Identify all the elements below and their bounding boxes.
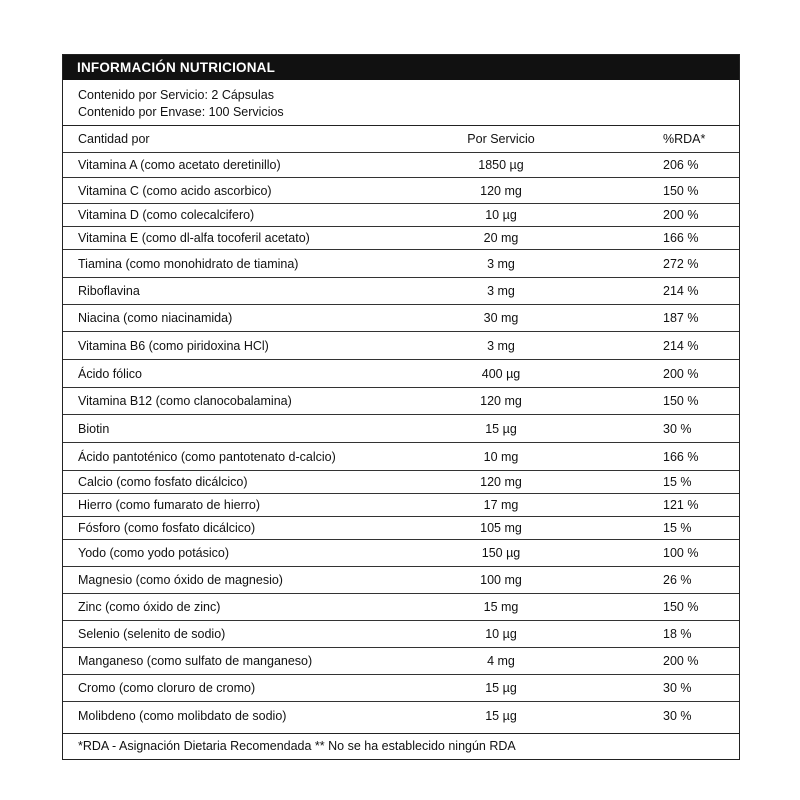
nutrient-rda: 30 % bbox=[663, 708, 692, 723]
nutrient-name: Ácido pantoténico (como pantotenato d-calcio) bbox=[78, 449, 336, 464]
nutrient-rda: 15 % bbox=[663, 521, 692, 535]
nutrient-name: Vitamina A (como acetato deretinillo) bbox=[78, 158, 281, 172]
nutrient-name: Vitamina D (como colecalcifero) bbox=[78, 208, 255, 222]
nutrient-amount: 4 mg bbox=[487, 654, 515, 668]
panel-title: INFORMACIÓN NUTRICIONAL bbox=[63, 55, 739, 80]
nutrient-rda: 166 % bbox=[663, 449, 699, 464]
nutrient-amount: 105 mg bbox=[480, 521, 522, 535]
nutrient-rda: 200 % bbox=[663, 366, 699, 381]
table-row bbox=[63, 594, 739, 621]
table-row bbox=[63, 305, 739, 332]
nutrient-rda: 214 % bbox=[663, 338, 699, 353]
column-header-name: Cantidad por bbox=[78, 132, 150, 146]
nutrient-amount: 1850 µg bbox=[478, 158, 524, 172]
nutrient-amount: 17 mg bbox=[483, 498, 519, 512]
nutrient-amount: 20 mg bbox=[483, 231, 519, 245]
nutrient-rda: 150 % bbox=[663, 600, 699, 614]
nutrient-name: Vitamina B12 (como clanocobalamina) bbox=[78, 394, 292, 408]
table-row bbox=[63, 204, 739, 227]
nutrient-rda: 272 % bbox=[663, 256, 699, 271]
nutrient-name: Vitamina E (como dl-alfa tocoferil acetato) bbox=[78, 231, 310, 245]
nutrient-rda: 200 % bbox=[663, 654, 699, 668]
nutrient-rda: 100 % bbox=[663, 546, 699, 560]
table-row bbox=[63, 567, 739, 594]
nutrient-rda: 200 % bbox=[663, 208, 699, 222]
nutrient-rda: 150 % bbox=[663, 183, 699, 198]
nutrient-amount: 30 mg bbox=[483, 311, 519, 325]
nutrient-name: Cromo (como cloruro de cromo) bbox=[78, 681, 256, 695]
table-row bbox=[63, 702, 739, 729]
table-row bbox=[63, 332, 739, 360]
table-row bbox=[63, 540, 739, 567]
nutrient-rda: 166 % bbox=[663, 231, 699, 245]
nutrient-name: Selenio (selenito de sodio) bbox=[78, 627, 226, 641]
nutrient-rda: 15 % bbox=[663, 475, 692, 489]
nutrient-name: Riboflavina bbox=[78, 284, 140, 298]
table-row bbox=[63, 388, 739, 415]
nutrient-amount: 120 mg bbox=[480, 475, 522, 489]
table-row bbox=[63, 675, 739, 702]
table-row bbox=[63, 415, 739, 443]
nutrient-name: Vitamina B6 (como piridoxina HCl) bbox=[78, 338, 269, 353]
nutrient-rda: 214 % bbox=[663, 284, 699, 298]
table-row bbox=[63, 471, 739, 494]
nutrient-rda: 121 % bbox=[663, 498, 699, 512]
nutrient-rda: 206 % bbox=[663, 158, 699, 172]
nutrient-name: Niacina (como niacinamida) bbox=[78, 311, 233, 325]
table-row bbox=[63, 360, 739, 388]
nutrient-amount: 3 mg bbox=[487, 284, 515, 298]
nutrient-amount: 100 mg bbox=[480, 573, 522, 587]
nutrient-name: Yodo (como yodo potásico) bbox=[78, 546, 230, 560]
nutrient-rda: 30 % bbox=[663, 681, 692, 695]
nutrient-name: Zinc (como óxido de zinc) bbox=[78, 600, 221, 614]
nutrient-amount: 120 mg bbox=[480, 394, 522, 408]
table-row bbox=[63, 227, 739, 250]
nutrient-name: Calcio (como fosfato dicálcico) bbox=[78, 475, 248, 489]
table-row bbox=[63, 178, 739, 204]
nutrient-amount: 10 µg bbox=[485, 627, 517, 641]
nutrient-rda: 18 % bbox=[663, 627, 692, 641]
serving-size: Contenido por Servicio: 2 Cápsulas bbox=[78, 88, 274, 102]
nutrient-amount: 120 mg bbox=[480, 183, 522, 198]
nutrient-amount: 3 mg bbox=[487, 338, 515, 353]
nutrition-facts-panel bbox=[62, 54, 740, 760]
nutrient-rda: 187 % bbox=[663, 311, 699, 325]
nutrient-amount: 15 µg bbox=[485, 708, 517, 723]
nutrient-name: Magnesio (como óxido de magnesio) bbox=[78, 573, 283, 587]
nutrient-name: Manganeso (como sulfato de manganeso) bbox=[78, 654, 313, 668]
table-row bbox=[63, 278, 739, 305]
footnote: *RDA - Asignación Dietaria Recomendada ** No se ha establecido ningún RDA bbox=[63, 733, 739, 759]
table-row bbox=[63, 494, 739, 517]
nutrient-rows bbox=[63, 153, 739, 729]
column-header-rda: %RDA* bbox=[663, 132, 706, 146]
nutrient-name: Hierro (como fumarato de hierro) bbox=[78, 498, 261, 512]
nutrient-amount: 3 mg bbox=[487, 256, 515, 271]
nutrient-name: Ácido fólico bbox=[78, 366, 142, 381]
servings-per-container: Contenido por Envase: 100 Servicios bbox=[78, 105, 284, 119]
nutrient-amount: 150 µg bbox=[481, 546, 521, 560]
table-row bbox=[63, 648, 739, 675]
table-row bbox=[63, 250, 739, 278]
table-row bbox=[63, 443, 739, 471]
table-header bbox=[63, 126, 739, 153]
column-header-amount: Por Servicio bbox=[467, 132, 535, 146]
serving-info bbox=[63, 80, 739, 126]
nutrient-name: Tiamina (como monohidrato de tiamina) bbox=[78, 256, 299, 271]
nutrient-amount: 10 µg bbox=[485, 208, 517, 222]
nutrient-rda: 30 % bbox=[663, 421, 692, 436]
nutrient-amount: 15 mg bbox=[483, 600, 519, 614]
nutrient-amount: 15 µg bbox=[485, 421, 517, 436]
table-row bbox=[63, 517, 739, 540]
nutrient-amount: 15 µg bbox=[485, 681, 517, 695]
nutrient-name: Vitamina C (como acido ascorbico) bbox=[78, 183, 272, 198]
nutrient-amount: 400 µg bbox=[481, 366, 521, 381]
table-row bbox=[63, 153, 739, 178]
nutrient-rda: 150 % bbox=[663, 394, 699, 408]
nutrient-rda: 26 % bbox=[663, 573, 692, 587]
nutrient-name: Biotin bbox=[78, 421, 110, 436]
nutrient-name: Fósforo (como fosfato dicálcico) bbox=[78, 521, 256, 535]
nutrient-amount: 10 mg bbox=[483, 449, 519, 464]
nutrient-name: Molibdeno (como molibdato de sodio) bbox=[78, 708, 287, 723]
table-row bbox=[63, 621, 739, 648]
